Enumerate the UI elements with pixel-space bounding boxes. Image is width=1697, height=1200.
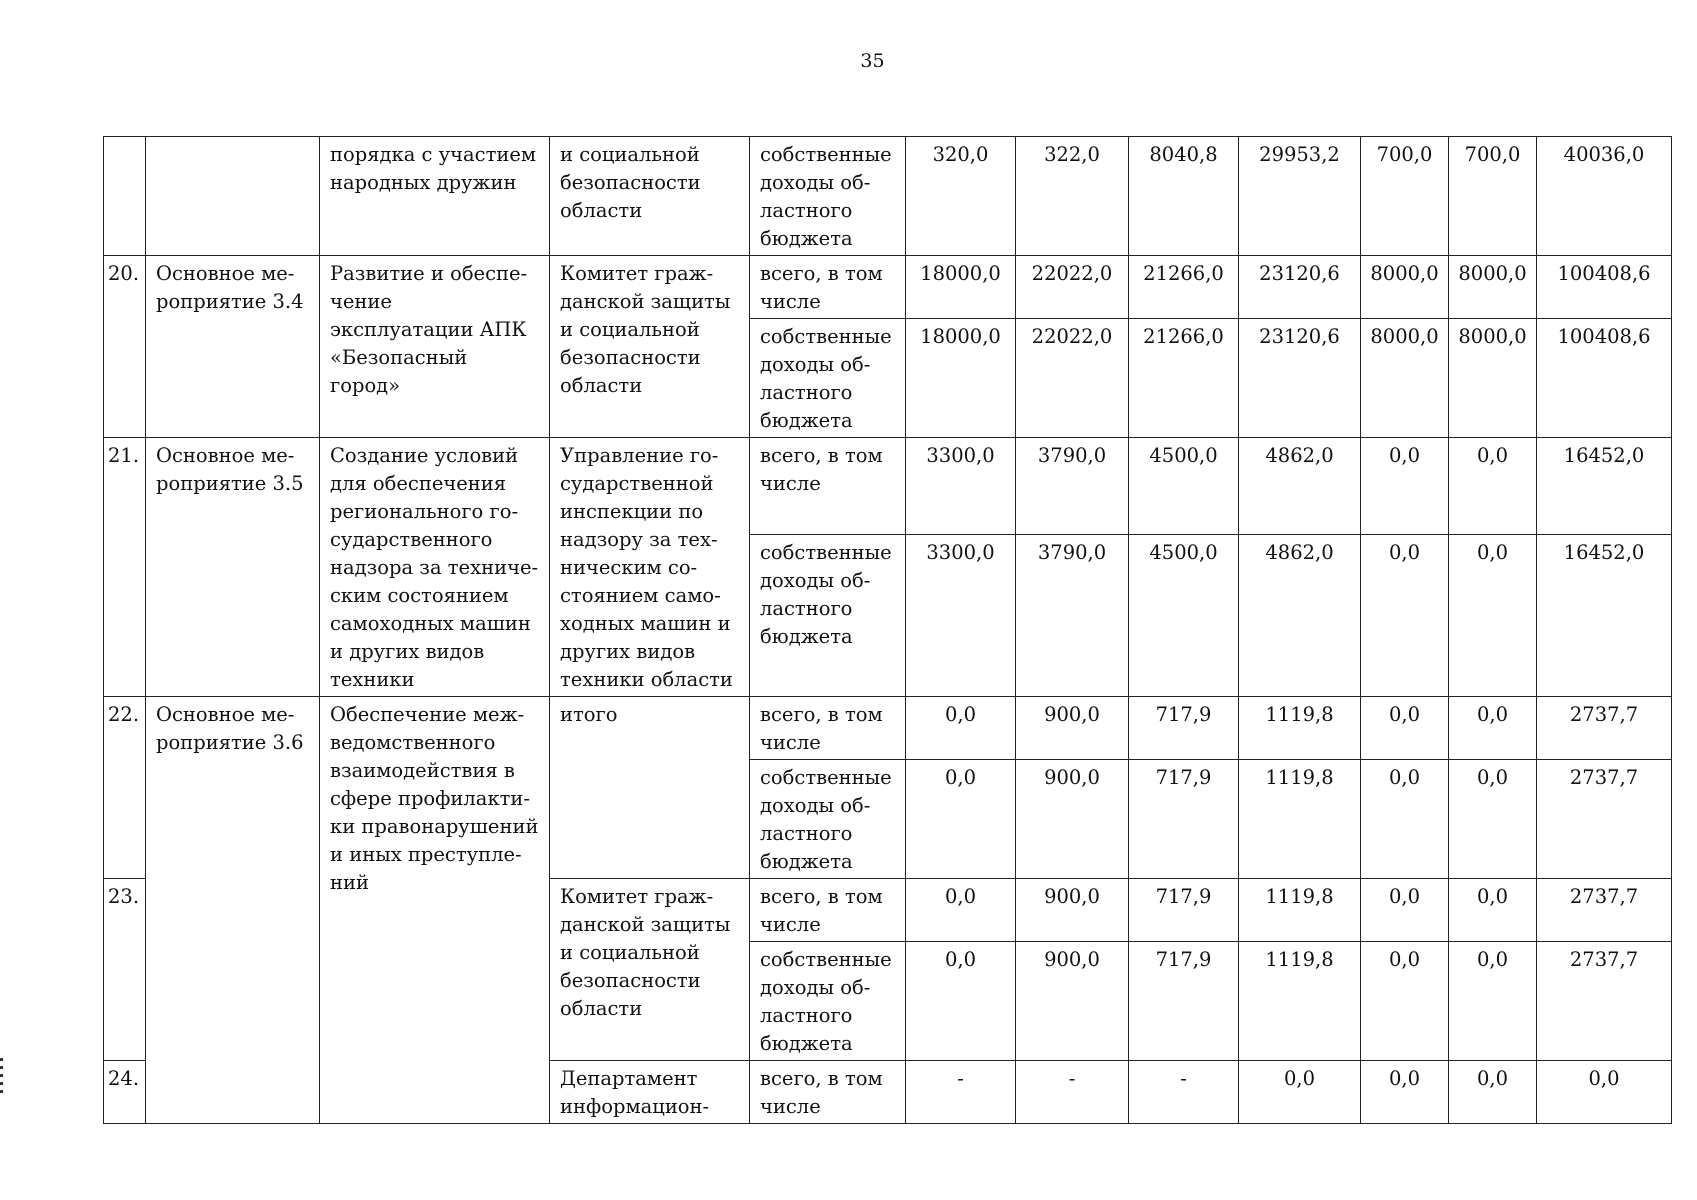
value-cell: 8000,0 [1361,256,1449,319]
funding-source-cell: собственные доходы об-ластного бюджета [750,760,906,879]
description-cell: Обеспечение меж-ведомственного взаимодействия в сфере профилакти-ки правонарушений и иных преступле-ний [320,697,550,1124]
value-cell: 23120,6 [1239,256,1361,319]
value-cell: 0,0 [1449,879,1537,942]
value-cell: 0,0 [1361,942,1449,1061]
value-cell: 320,0 [906,137,1016,256]
value-cell: 23120,6 [1239,319,1361,438]
value-cell: 22022,0 [1016,319,1129,438]
value-cell: 0,0 [1361,697,1449,760]
value-cell: - [906,1061,1016,1124]
value-cell: 0,0 [1361,760,1449,879]
funding-source-cell: всего, в том числе [750,1061,906,1124]
activity-cell: Основное ме-роприятие 3.4 [146,256,320,438]
value-cell: 0,0 [1449,697,1537,760]
funding-source-cell: собственные доходы об-ластного бюджета [750,319,906,438]
total-cell: 16452,0 [1537,438,1672,535]
total-cell: 100408,6 [1537,256,1672,319]
budget-table [103,136,1672,1124]
row-index: 24. [104,1061,146,1124]
funding-source-cell: всего, в том числе [750,697,906,760]
value-cell: 8000,0 [1449,256,1537,319]
value-cell: 4862,0 [1239,438,1361,535]
value-cell: 0,0 [1239,1061,1361,1124]
value-cell: 8000,0 [1361,319,1449,438]
row-index: 22. [104,697,146,879]
funding-source-cell: собственные доходы об-ластного бюджета [750,137,906,256]
scan-edge-mark [0,1066,3,1069]
value-cell: 8000,0 [1449,319,1537,438]
value-cell: 22022,0 [1016,256,1129,319]
value-cell: 900,0 [1016,879,1129,942]
value-cell: 0,0 [1361,534,1449,696]
value-cell: 717,9 [1129,879,1239,942]
value-cell: 3790,0 [1016,534,1129,696]
value-cell: - [1016,1061,1129,1124]
funding-source-cell: всего, в том числе [750,879,906,942]
value-cell: 1119,8 [1239,697,1361,760]
scan-edge-mark [0,1082,3,1085]
total-cell: 2737,7 [1537,697,1672,760]
page-number: 35 [860,50,885,72]
table-row [104,137,1672,256]
row-index: 20. [104,256,146,438]
total-cell: 40036,0 [1537,137,1672,256]
description-cell: Создание условий для обеспечения регионального го-сударственного надзора за техниче-ским состоянием самоходных машин и других видов техники [320,438,550,697]
executor-cell: и социальной безопасности области [550,137,750,256]
funding-source-cell: собственные доходы об-ластного бюджета [750,534,906,696]
value-cell: 322,0 [1016,137,1129,256]
total-cell: 16452,0 [1537,534,1672,696]
value-cell: 4862,0 [1239,534,1361,696]
total-cell: 2737,7 [1537,879,1672,942]
funding-source-cell: всего, в том числе [750,256,906,319]
value-cell: 0,0 [1449,942,1537,1061]
value-cell: 3300,0 [906,438,1016,535]
value-cell: 0,0 [1361,438,1449,535]
row-index [104,137,146,256]
row-index: 23. [104,879,146,1061]
value-cell: 21266,0 [1129,256,1239,319]
scan-edge-mark [0,1058,3,1061]
value-cell: - [1129,1061,1239,1124]
executor-cell: Комитет граж-данской защиты и социальной безопасности области [550,256,750,438]
activity-cell: Основное ме-роприятие 3.6 [146,697,320,1124]
executor-cell: Управление го-сударственной инспекции по надзору за тех-ническим со-стоянием само-ходных машин и других видов техники области [550,438,750,697]
value-cell: 717,9 [1129,697,1239,760]
value-cell: 1119,8 [1239,879,1361,942]
value-cell: 18000,0 [906,256,1016,319]
scan-edge-mark [0,1074,3,1077]
activity-cell: Основное ме-роприятие 3.5 [146,438,320,697]
total-cell: 2737,7 [1537,760,1672,879]
value-cell: 0,0 [1361,1061,1449,1124]
table-row [104,256,1672,319]
value-cell: 0,0 [906,760,1016,879]
value-cell: 4500,0 [1129,534,1239,696]
value-cell: 0,0 [1449,1061,1537,1124]
table-row [104,697,1672,760]
value-cell: 8040,8 [1129,137,1239,256]
executor-cell: итого [550,697,750,879]
value-cell: 1119,8 [1239,760,1361,879]
value-cell: 900,0 [1016,942,1129,1061]
value-cell: 900,0 [1016,760,1129,879]
value-cell: 3790,0 [1016,438,1129,535]
value-cell: 717,9 [1129,760,1239,879]
value-cell: 0,0 [1449,760,1537,879]
total-cell: 100408,6 [1537,319,1672,438]
value-cell: 700,0 [1361,137,1449,256]
value-cell: 29953,2 [1239,137,1361,256]
value-cell: 4500,0 [1129,438,1239,535]
description-cell: порядка с участием народных дружин [320,137,550,256]
scan-edge-mark [0,1090,3,1093]
total-cell: 2737,7 [1537,942,1672,1061]
total-cell: 0,0 [1537,1061,1672,1124]
value-cell: 21266,0 [1129,319,1239,438]
value-cell: 18000,0 [906,319,1016,438]
value-cell: 0,0 [906,942,1016,1061]
value-cell: 0,0 [1449,438,1537,535]
value-cell: 717,9 [1129,942,1239,1061]
value-cell: 900,0 [1016,697,1129,760]
value-cell: 0,0 [1361,879,1449,942]
value-cell: 3300,0 [906,534,1016,696]
funding-source-cell: всего, в том числе [750,438,906,535]
funding-source-cell: собственные доходы об-ластного бюджета [750,942,906,1061]
executor-cell: Департамент информацион- [550,1061,750,1124]
activity-cell [146,137,320,256]
table-row [104,438,1672,535]
value-cell: 0,0 [906,697,1016,760]
description-cell: Развитие и обеспе-чение эксплуатации АПК «Безопасный город» [320,256,550,438]
value-cell: 0,0 [1449,534,1537,696]
value-cell: 0,0 [906,879,1016,942]
row-index: 21. [104,438,146,697]
value-cell: 1119,8 [1239,942,1361,1061]
value-cell: 700,0 [1449,137,1537,256]
executor-cell: Комитет граж-данской защиты и социальной безопасности области [550,879,750,1061]
